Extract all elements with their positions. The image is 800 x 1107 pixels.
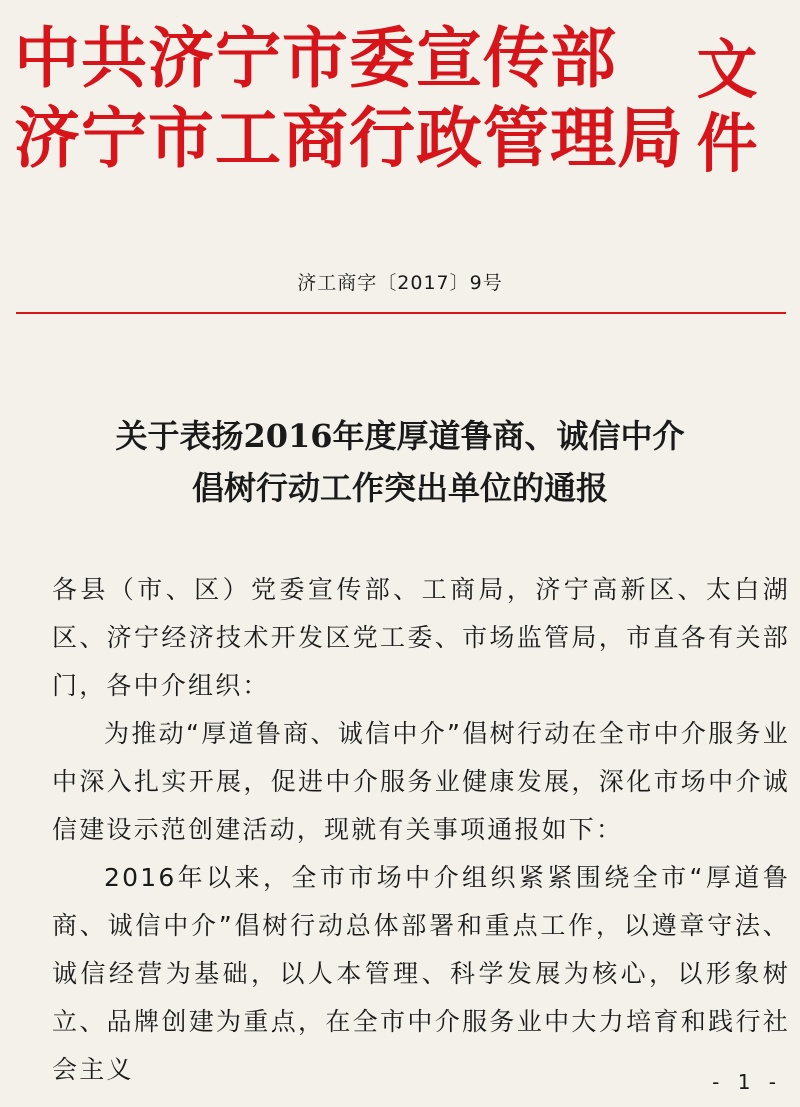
recipients-paragraph: 各县（市、区）党委宣传部、工商局，济宁高新区、太白湖区、济宁经济技术开发区党工委、市场监管局，市直各有关部门，各中介组织： [52, 575, 790, 700]
title-line-1: 关于表扬2016年度厚道鲁商、诚信中介 [115, 417, 685, 455]
issuing-org-line-1: 中共济宁市委宣传部 [14, 20, 617, 97]
page-number: - 1 - [712, 1070, 782, 1094]
body-paragraph-1: 为推动“厚道鲁商、诚信中介”倡树行动在全市中介服务业中深入扎实开展，促进中介服务业健康发展，深化市场中介诚信建设示范创建活动，现就有关事项通报如下： [52, 719, 790, 844]
issuing-org-line-2: 济宁市工商行政管理局 [14, 100, 684, 177]
document-number: 济工商字〔2017〕9号 [297, 272, 503, 294]
title-line-2: 倡树行动工作突出单位的通报 [191, 469, 608, 507]
body-paragraph-2: 2016年以来，全市市场中介组织紧紧围绕全市“厚道鲁商、诚信中介”倡树行动总体部署和重点工作，以遵章守法、诚信经营为基础，以人本管理、科学发展为核心，以形象树立、品牌创建为重点，在全市中介服务业中大力培育和践行社会主义 [52, 863, 790, 1084]
red-separator-line [16, 312, 786, 314]
doc-type-char-2: 件 [696, 108, 758, 182]
document-body [52, 566, 790, 1094]
doc-type-char-1: 文 [696, 34, 758, 108]
document-type-label [675, 34, 780, 182]
document-title [0, 410, 800, 514]
